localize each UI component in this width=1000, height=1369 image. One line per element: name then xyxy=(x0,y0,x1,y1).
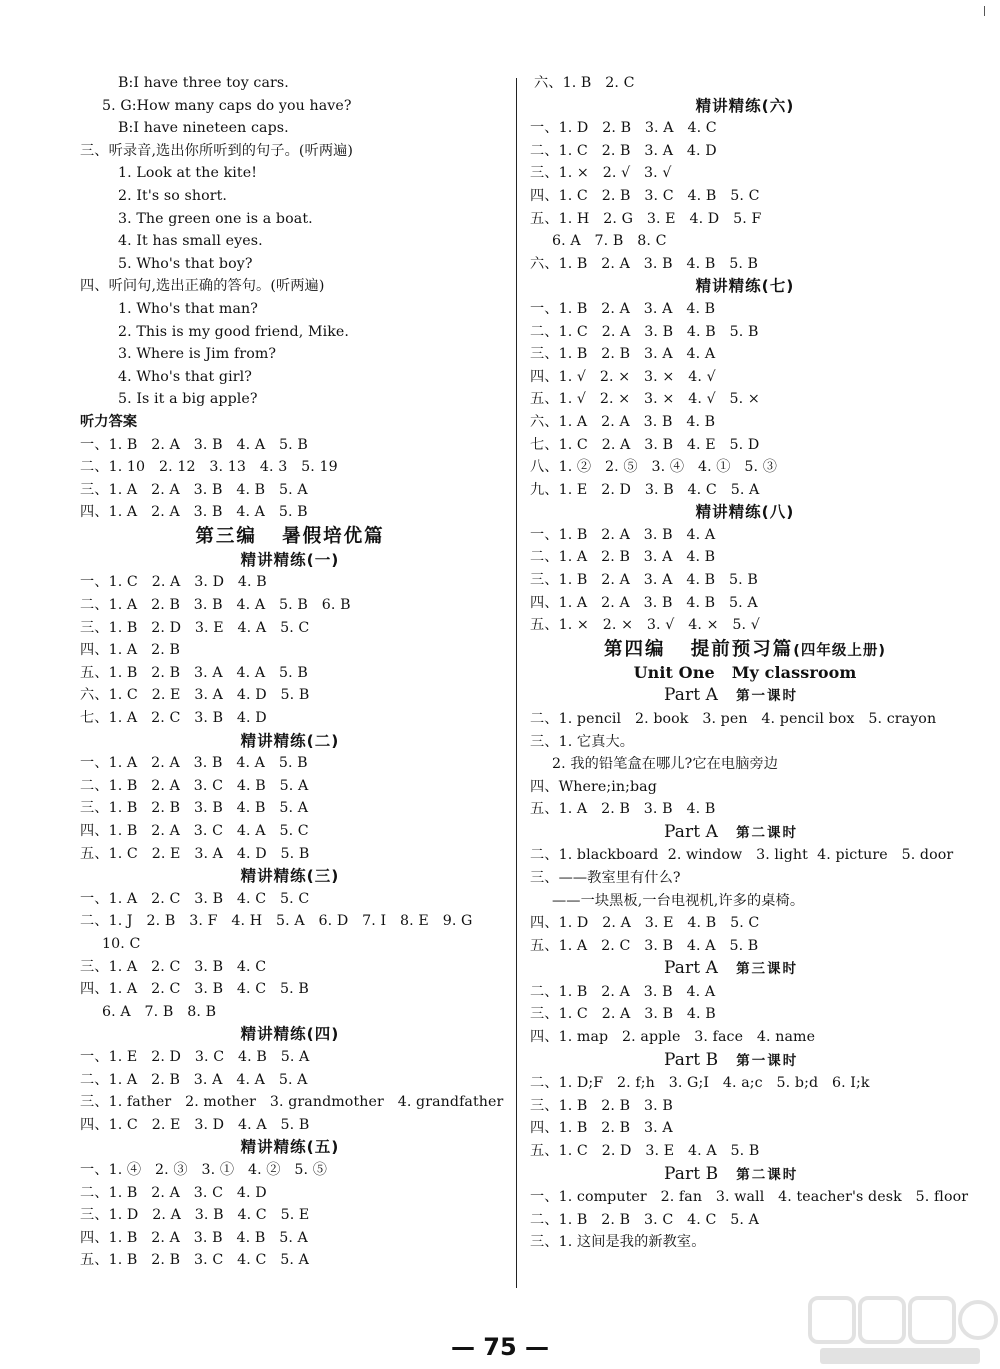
line-text: 二、1. B 2. A 3. C 4. B 5. A xyxy=(80,777,309,794)
line-text: 五、1. C 2. D 3. E 4. A 5. B xyxy=(530,1142,760,1159)
text-line xyxy=(80,366,500,389)
line-text: 五、1. × 2. × 3. √ 4. × 5. √ xyxy=(530,617,760,634)
line-text: 6. A 7. B 8. C xyxy=(552,233,667,250)
line-text: 1. Who's that man? xyxy=(118,300,258,317)
line-text: 二、1. A 2. B 3. A 4. B xyxy=(530,549,716,566)
text-line xyxy=(530,1072,960,1095)
line-text: ——一块黑板,一台电视机,许多的桌椅。 xyxy=(552,892,805,909)
line-text: Part B xyxy=(664,1163,719,1184)
line-text: 七、1. A 2. C 3. B 4. D xyxy=(80,710,267,727)
text-line xyxy=(80,956,500,979)
line-text: 精讲精练(五) xyxy=(240,1138,340,1157)
text-line xyxy=(80,1159,500,1182)
lesson-label: 第一课时 xyxy=(736,688,799,705)
text-line xyxy=(80,434,500,457)
text-line xyxy=(530,1186,969,1209)
line-text: 二、1. pencil 2. book 3. pen 4. pencil box 5. crayon xyxy=(530,710,937,727)
line-text: 第三编 暑假培优篇 xyxy=(195,525,385,547)
section-heading xyxy=(80,730,500,753)
text-line xyxy=(530,321,960,344)
line-text: 四、1. C 2. E 3. D 4. A 5. B xyxy=(80,1116,310,1133)
column-divider xyxy=(516,78,517,1288)
line-text: 四、1. A 2. A 3. B 4. B 5. A xyxy=(530,594,758,611)
line-text: 四、1. B 2. A 3. B 4. B 5. A xyxy=(80,1229,308,1246)
text-line xyxy=(80,1001,500,1024)
unit-title xyxy=(530,662,960,685)
text-line xyxy=(530,524,960,547)
text-line xyxy=(530,1003,960,1026)
section-heading xyxy=(80,549,500,572)
line-text: 4. Who's that girl? xyxy=(118,368,252,385)
line-text: 三、1. A 2. A 3. B 4. B 5. A xyxy=(80,481,308,498)
line-text: 二、1. B 2. B 3. C 4. C 5. A xyxy=(530,1211,759,1228)
line-text: 二、1. blackboard 2. window 3. light 4. picture 5. door xyxy=(530,847,954,864)
line-text: 精讲精练(八) xyxy=(695,503,795,522)
text-line xyxy=(80,162,500,185)
text-line xyxy=(80,571,500,594)
line-text: 听力答案 xyxy=(80,413,138,430)
text-line xyxy=(530,1209,960,1232)
part-heading xyxy=(530,1049,960,1073)
text-line xyxy=(80,1182,500,1205)
line-text: 二、1. C 2. A 3. B 4. B 5. B xyxy=(530,323,759,340)
line-text: 四、1. √ 2. × 3. × 4. √ xyxy=(530,368,716,385)
line-text: 一、1. A 2. A 3. B 4. A 5. B xyxy=(80,755,308,772)
text-line xyxy=(530,1117,960,1140)
line-text: Part A xyxy=(664,958,719,979)
text-line xyxy=(530,708,960,731)
line-text: 四、1. C 2. B 3. C 4. B 5. C xyxy=(530,187,760,204)
line-text: 四、1. map 2. apple 3. face 4. name xyxy=(530,1029,816,1046)
text-line xyxy=(530,890,960,913)
text-line xyxy=(80,117,500,140)
line-text: 五、1. B 2. B 3. A 4. A 5. B xyxy=(80,664,308,681)
text-line xyxy=(80,843,500,866)
text-line xyxy=(80,978,500,1001)
corner-mark xyxy=(984,6,985,16)
line-text: 5. Who's that boy? xyxy=(118,255,253,272)
line-text: 四、1. A 2. C 3. B 4. C 5. B xyxy=(80,981,309,998)
line-text: 一、1. B 2. A 3. A 4. B xyxy=(530,300,716,317)
text-line xyxy=(530,208,960,231)
section-heading xyxy=(80,865,500,888)
text-line xyxy=(80,933,500,956)
lesson-label: 第二课时 xyxy=(736,824,799,841)
line-text: 三、——教室里有什么? xyxy=(530,870,681,886)
line-text: 精讲精练(二) xyxy=(240,731,340,750)
line-text: 一、1. A 2. C 3. B 4. C 5. C xyxy=(80,890,310,907)
text-line xyxy=(80,230,500,253)
text-line xyxy=(80,617,500,640)
line-text: 五、1. √ 2. × 3. × 4. √ 5. × xyxy=(530,391,760,408)
lesson-label: 第三课时 xyxy=(736,961,799,978)
line-text: Part B xyxy=(664,1049,719,1070)
line-text: 一、1. C 2. A 3. D 4. B xyxy=(80,574,267,591)
section-heading xyxy=(530,637,960,662)
line-text: B:I have nineteen caps. xyxy=(118,120,289,137)
line-text: 2. It's so short. xyxy=(118,187,228,204)
line-text: 三、1. D 2. A 3. B 4. C 5. E xyxy=(80,1207,310,1224)
line-text: 3. The green one is a boat. xyxy=(118,210,313,227)
heading-note: (四年级上册) xyxy=(793,642,887,659)
text-line xyxy=(530,162,960,185)
line-text: 五、1. B 2. B 3. C 4. C 5. A xyxy=(80,1252,309,1269)
text-line xyxy=(530,731,960,754)
line-text: 三、1. A 2. C 3. B 4. C xyxy=(80,958,267,975)
line-text: 七、1. C 2. A 3. B 4. E 5. D xyxy=(530,436,760,453)
part-heading xyxy=(530,1163,960,1187)
text-line xyxy=(80,388,500,411)
line-text: 三、1. B 2. B 3. A 4. A xyxy=(530,346,716,363)
text-line xyxy=(80,72,500,95)
line-text: 精讲精练(四) xyxy=(240,1025,340,1044)
line-text: 五、1. H 2. G 3. E 4. D 5. F xyxy=(530,210,762,227)
text-line xyxy=(80,1114,500,1137)
text-line xyxy=(530,1095,960,1118)
section-heading xyxy=(80,1023,500,1046)
text-line xyxy=(80,1249,500,1272)
text-line xyxy=(80,479,500,502)
line-text: Unit One My classroom xyxy=(633,662,857,682)
line-text: 一、1. E 2. D 3. C 4. B 5. A xyxy=(80,1048,310,1065)
line-text: B:I have three toy cars. xyxy=(118,75,289,91)
text-line xyxy=(530,569,960,592)
section-heading xyxy=(530,275,960,298)
line-text: 九、1. E 2. D 3. B 4. C 5. A xyxy=(530,481,760,498)
line-text: 二、1. B 2. A 3. B 4. A xyxy=(530,983,716,1000)
right-column xyxy=(530,72,969,1254)
text-line xyxy=(530,185,960,208)
line-text: 精讲精练(六) xyxy=(695,96,795,115)
line-text: 一、1. computer 2. fan 3. wall 4. teacher's desk 5. floor xyxy=(530,1189,969,1206)
text-line xyxy=(80,707,500,730)
line-text: 五、1. C 2. E 3. A 4. D 5. B xyxy=(80,845,310,862)
line-text: 2. 我的铅笔盒在哪儿?它在电脑旁边 xyxy=(552,756,779,773)
text-line xyxy=(80,910,500,933)
label-heading xyxy=(80,411,500,434)
text-line xyxy=(80,797,500,820)
watermark-logo-icon xyxy=(800,1290,1000,1369)
text-line xyxy=(80,662,500,685)
text-line xyxy=(530,753,960,776)
line-text: 四、1. B 2. A 3. C 4. A 5. C xyxy=(80,823,309,839)
text-line xyxy=(530,434,960,457)
text-line xyxy=(530,411,960,434)
text-line xyxy=(80,1204,500,1227)
line-text: Part A xyxy=(664,685,719,706)
text-line xyxy=(80,1227,500,1250)
line-text: Part A xyxy=(664,821,719,842)
text-line xyxy=(80,684,500,707)
line-text: 六、1. C 2. E 3. A 4. D 5. B xyxy=(80,687,310,704)
text-line xyxy=(530,981,960,1004)
line-text: 四、1. A 2. B xyxy=(80,642,180,659)
text-line xyxy=(80,298,500,321)
text-line xyxy=(530,614,960,637)
text-line xyxy=(80,775,500,798)
line-text: 二、1. D;F 2. f;h 3. G;I 4. a;c 5. b;d 6. I;k xyxy=(530,1075,870,1092)
line-text: 三、1. B 2. B 3. B xyxy=(530,1097,673,1114)
line-text: 三、1. B 2. D 3. E 4. A 5. C xyxy=(80,619,310,636)
text-line xyxy=(530,140,960,163)
text-line xyxy=(530,72,960,95)
text-line xyxy=(530,867,960,890)
line-text: 四、听问句,选出正确的答句。(听两遍) xyxy=(80,278,325,295)
text-line xyxy=(530,479,960,502)
text-line xyxy=(80,321,500,344)
line-text: 二、1. 10 2. 12 3. 13 4. 3 5. 19 xyxy=(80,459,338,476)
text-line xyxy=(80,1069,500,1092)
left-column xyxy=(80,72,504,1272)
text-line xyxy=(530,1231,960,1254)
line-text: 二、1. J 2. B 3. F 4. H 5. A 6. D 7. I 8. E 9. G xyxy=(80,913,473,930)
lesson-label: 第二课时 xyxy=(736,1166,799,1183)
line-text: 一、1. ④ 2. ③ 3. ① 4. ② 5. ⑤ xyxy=(80,1161,328,1178)
text-line xyxy=(80,208,500,231)
text-line xyxy=(530,776,960,799)
line-text: 3. Where is Jim from? xyxy=(118,346,277,363)
text-line xyxy=(530,343,960,366)
text-line xyxy=(530,546,960,569)
line-text: 二、1. B 2. A 3. C 4. D xyxy=(80,1184,267,1201)
text-line xyxy=(80,253,500,276)
text-line xyxy=(530,366,960,389)
line-text: 六、1. B 2. C xyxy=(534,75,635,91)
line-text: 精讲精练(三) xyxy=(240,867,340,886)
line-text: 5. G:How many caps do you have? xyxy=(102,97,352,114)
text-line xyxy=(530,253,960,276)
line-text: 三、听录音,选出你所听到的句子。(听两遍) xyxy=(80,142,354,159)
lesson-label: 第一课时 xyxy=(736,1052,799,1069)
line-text: 第四编 提前预习篇 xyxy=(603,638,794,660)
line-text: 三、1. B 2. B 3. B 4. B 5. A xyxy=(80,800,309,817)
line-text: 10. C xyxy=(102,935,141,952)
line-text: 一、1. B 2. A 3. B 4. A xyxy=(530,526,716,543)
text-line xyxy=(80,185,500,208)
text-line xyxy=(80,1091,504,1114)
text-line xyxy=(530,298,960,321)
part-heading xyxy=(530,957,960,981)
line-text: 二、1. A 2. B 3. A 4. A 5. A xyxy=(80,1071,308,1088)
line-text: 5. Is it a big apple? xyxy=(118,391,258,408)
text-line xyxy=(80,888,500,911)
line-text: 八、1. ② 2. ⑤ 3. ④ 4. ① 5. ③ xyxy=(530,459,778,476)
section-heading xyxy=(530,95,960,118)
line-text: 6. A 7. B 8. B xyxy=(102,1003,217,1020)
line-text: 一、1. D 2. B 3. A 4. C xyxy=(530,120,717,137)
text-line xyxy=(80,1046,500,1069)
line-text: 六、1. B 2. A 3. B 4. B 5. B xyxy=(530,255,759,272)
text-line xyxy=(530,935,960,958)
text-line xyxy=(80,275,500,298)
text-line xyxy=(530,912,960,935)
text-line xyxy=(530,798,960,821)
text-line xyxy=(530,844,960,867)
line-text: 三、1. C 2. A 3. B 4. B xyxy=(530,1006,716,1023)
text-line xyxy=(530,117,960,140)
line-text: 4. It has small eyes. xyxy=(118,233,263,250)
section-heading xyxy=(80,1136,500,1159)
line-text: 2. This is my good friend, Mike. xyxy=(118,323,350,340)
text-line xyxy=(530,456,960,479)
text-line xyxy=(530,592,960,615)
text-line xyxy=(80,639,500,662)
text-line xyxy=(80,95,500,118)
text-line xyxy=(530,230,960,253)
text-line xyxy=(80,820,500,843)
line-text: 一、1. B 2. A 3. B 4. A 5. B xyxy=(80,436,308,453)
line-text: 精讲精练(一) xyxy=(240,550,340,569)
line-text: 三、1. 这间是我的新教室。 xyxy=(530,1234,706,1251)
line-text: 五、1. A 2. C 3. B 4. A 5. B xyxy=(530,937,759,954)
line-text: 三、1. B 2. A 3. A 4. B 5. B xyxy=(530,572,758,589)
page-number: — 75 — xyxy=(450,1333,550,1361)
line-text: 四、1. D 2. A 3. E 4. B 5. C xyxy=(530,915,760,932)
text-line xyxy=(80,456,500,479)
section-heading xyxy=(80,524,500,549)
line-text: 四、1. A 2. A 3. B 4. A 5. B xyxy=(80,504,308,521)
line-text: 四、1. B 2. B 3. A xyxy=(530,1120,673,1137)
line-text: 二、1. A 2. B 3. B 4. A 5. B 6. B xyxy=(80,597,351,614)
section-heading xyxy=(530,501,960,524)
line-text: 精讲精练(七) xyxy=(695,277,795,296)
line-text: 二、1. C 2. B 3. A 4. D xyxy=(530,142,717,159)
text-line xyxy=(530,388,960,411)
line-text: 三、1. × 2. √ 3. √ xyxy=(530,165,672,182)
line-text: 六、1. A 2. A 3. B 4. B xyxy=(530,413,716,430)
text-line xyxy=(80,140,500,163)
text-line xyxy=(80,501,500,524)
part-heading xyxy=(530,684,960,708)
text-line xyxy=(530,1140,960,1163)
text-line xyxy=(80,343,500,366)
line-text: 五、1. A 2. B 3. B 4. B xyxy=(530,801,716,818)
text-line xyxy=(530,1026,960,1049)
line-text: 三、1. father 2. mother 3. grandmother 4. grandfather xyxy=(80,1094,504,1111)
text-line xyxy=(80,752,500,775)
part-heading xyxy=(530,821,960,845)
line-text: 三、1. 它真大。 xyxy=(530,733,635,750)
line-text: 四、Where;in;bag xyxy=(530,778,657,795)
line-text: 1. Look at the kite! xyxy=(118,165,258,182)
text-line xyxy=(80,594,500,617)
